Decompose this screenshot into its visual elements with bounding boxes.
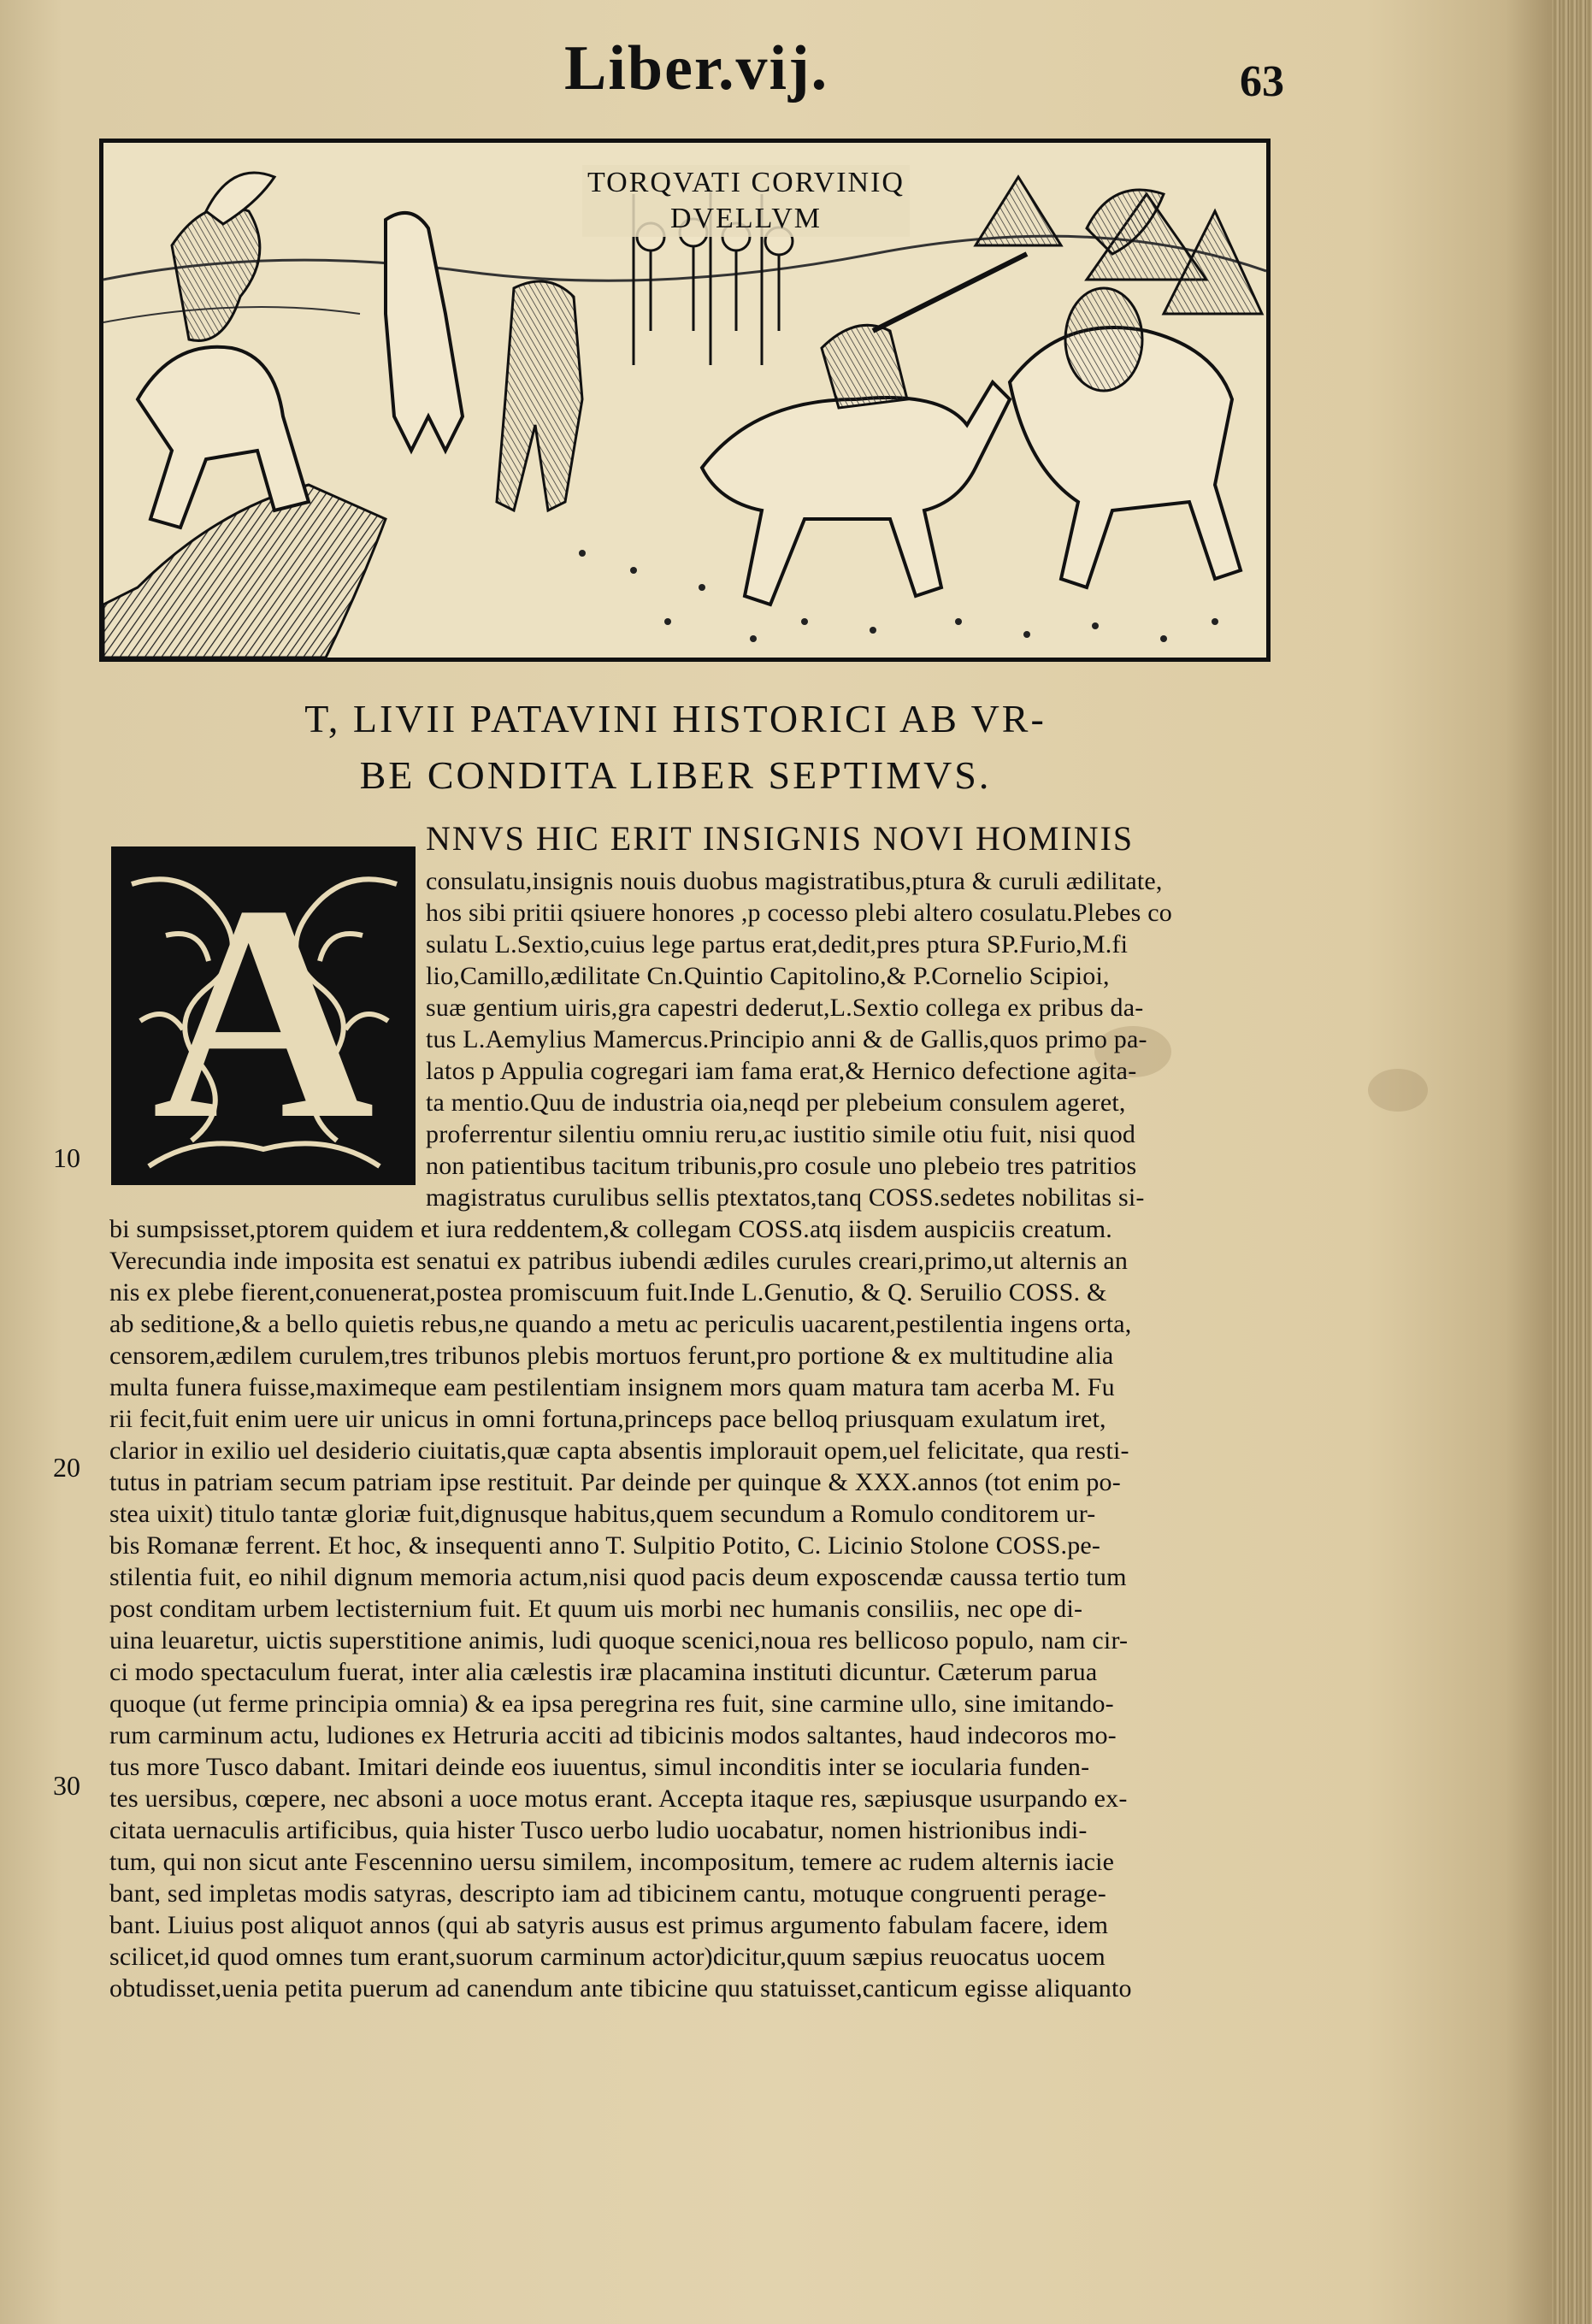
body-line: tus L.Aemylius Mamercus.Principio anni & de Gallis,quos primo pa- [426, 1025, 1147, 1053]
body-line: scilicet,id quod omnes tum erant,suorum carminum actor)dicitur,quum sæpius reuocatus uocem [109, 1943, 1106, 1971]
body-line: stilentia fuit, eo nihil dignum memoria actum,nisi quod pacis deum exposcendæ caussa tertio tum [109, 1563, 1127, 1591]
body-line: rum carminum actu, ludiones ex Hetruria acciti ad tibicinis modos saltantes, haud indecoros mo- [109, 1721, 1117, 1749]
body-line: magistratus curulibus sellis ptextatos,tanq COSS.sedetes nobilitas si- [426, 1183, 1145, 1212]
body-line: citata uernaculis artificibus, quia hister Tusco uerbo ludio uocabatur, nomen histrionibus indi- [109, 1816, 1088, 1844]
body-line: tes uersibus, cœpere, nec absoni a uoce motus erant. Accepta itaque res, sæpiusque usurpando ex- [109, 1784, 1128, 1813]
body-line: consulatu,insignis nouis duobus magistratibus,ptura & curuli ædilitate, [426, 867, 1163, 895]
body-line: bant, sed impletas modis satyras, descripto iam ad tibicinem cantu, motuque congruenti perage- [109, 1879, 1106, 1908]
body-line: lio,Camillo,ædilitate Cn.Quintio Capitolino,& P.Cornelio Scipioi, [426, 962, 1110, 990]
woodcut-caption-line1: TORQVATI CORVINIQ [587, 167, 905, 198]
woodcut-illustration [99, 139, 1271, 662]
title-line-2: BE CONDITA LIBER SEPTIMVS. [359, 753, 992, 797]
body-line: nis ex plebe fierent,conuenerat,postea promiscuum fuit.Inde L.Genutio, & Q. Seruilio COSS. & [109, 1278, 1107, 1307]
body-line: Verecundia inde imposita est senatui ex patribus iubendi ædiles curules creari,primo,ut alternis an [109, 1247, 1129, 1275]
body-first-line: NNVS HIC ERIT INSIGNIS NOVI HOMINIS [426, 819, 1135, 858]
margin-line-number: 30 [53, 1770, 80, 1801]
page-header [0, 32, 1552, 127]
body-line: post conditam urbem lectisternium fuit. Et quum uis morbi nec humanis consiliis, nec ope di- [109, 1595, 1083, 1623]
body-line: ta mentio.Quu de industria oia,neqd per plebeium consulem ageret, [426, 1088, 1126, 1117]
running-head: Liber.vij. [564, 33, 829, 103]
body-line: proferrentur silentiu omniu reru,ac iustitio simile otiu fuit, nisi quod [426, 1120, 1136, 1148]
body-line: bi sumpsisset,ptorem quidem et iura reddentem,& collegam COSS.atq iisdem auspiciis creatum. [109, 1215, 1112, 1243]
body-line: rii fecit,fuit enim uere uir unicus in omni fortuna,princeps pace belloq priusquam exulatum iret, [109, 1405, 1106, 1433]
woodcut-caption-line2: DVELLVM [669, 203, 823, 234]
initial-letter: A [152, 841, 374, 1183]
body-line: stea uixit) titulo tantæ gloriæ fuit,dignusque habitus,quem secundum a Romulo conditorem ur- [109, 1500, 1096, 1528]
body-line: clarior in exilio uel desiderio ciuitatis,quæ capta absentis implorauit opem,uel felicitate, qua resti- [109, 1436, 1129, 1465]
body-line: suæ gentium uiris,gra capestri dederut,L.Sextio collega ex pribus da- [426, 994, 1144, 1022]
folio-number: 63 [1240, 57, 1284, 106]
woodcut-caption [582, 165, 910, 237]
paper-stain [1368, 1069, 1428, 1112]
body-line: latos p Appulia cogregari iam fama erat,& Hernico defectione agita- [426, 1057, 1137, 1085]
body-line: non patientibus tacitum tribunis,pro cosule uno plebeio tres patritios [426, 1152, 1137, 1180]
body-line: uina leuaretur, uictis superstitione animis, ludi quoque scenici,noua res bellicoso populo, nam cir- [109, 1626, 1129, 1655]
body-line: hos sibi pritii qsiuere honores ,p cocesso plebi altero cosulatu.Plebes co [426, 899, 1172, 927]
title-line-1: T, LIVII PATAVINI HISTORICI AB VR- [304, 697, 1047, 740]
body-line: ci modo spectaculum fuerat, inter alia cælestis iræ placamina instituti dicuntur. Cæterum parua [109, 1658, 1098, 1686]
body-line: bant. Liuius post aliquot annos (qui ab satyris ausus est primus argumento fabulam facere, idem [109, 1911, 1109, 1939]
body-line: bis Romanæ ferrent. Et hoc, & insequenti anno T. Sulpitio Potito, C. Licinio Stolone COSS.pe- [109, 1531, 1101, 1560]
body-line: tum, qui non sicut ante Fescennino uersu similem, incompositum, temere ac rudem alternis iacie [109, 1848, 1115, 1876]
body-line: censorem,ædilem curulem,tres tribunos plebis mortuos ferunt,pro portione & ex multitudine alia [109, 1342, 1114, 1370]
body-line: tutus in patriam secum patriam ipse restituit. Par deinde per quinque & XXX.annos (tot enim po- [109, 1468, 1121, 1496]
margin-line-number: 10 [53, 1142, 80, 1173]
body-line: sulatu L.Sextio,cuius lege partus erat,dedit,pres ptura SP.Furio,M.fi [426, 930, 1129, 959]
body-line: quoque (ut ferme principia omnia) & ea ipsa peregrina res fuit, sine carmine ullo, sine imitando- [109, 1690, 1114, 1718]
body-line: tus more Tusco dabant. Imitari deinde eos iuuentus, simul inconditis inter se iocularia funden- [109, 1753, 1090, 1781]
book-page-edge [1552, 0, 1592, 2324]
body-line: multa funera fuisse,maximeque eam pestilentiam insignem mors quam matura tam acerba M. Fu [109, 1373, 1115, 1401]
margin-line-number: 20 [53, 1452, 80, 1483]
body-line: obtudisset,uenia petita puerum ad canendum ante tibicine quu statuisset,canticum egisse aliquanto [109, 1974, 1132, 2003]
decorated-initial [111, 841, 416, 1185]
chapter-title [239, 691, 1111, 804]
body-line: ab seditione,& a bello quietis rebus,ne quando a metu ac periculis uacarent,pestilentia ingens orta, [109, 1310, 1132, 1338]
